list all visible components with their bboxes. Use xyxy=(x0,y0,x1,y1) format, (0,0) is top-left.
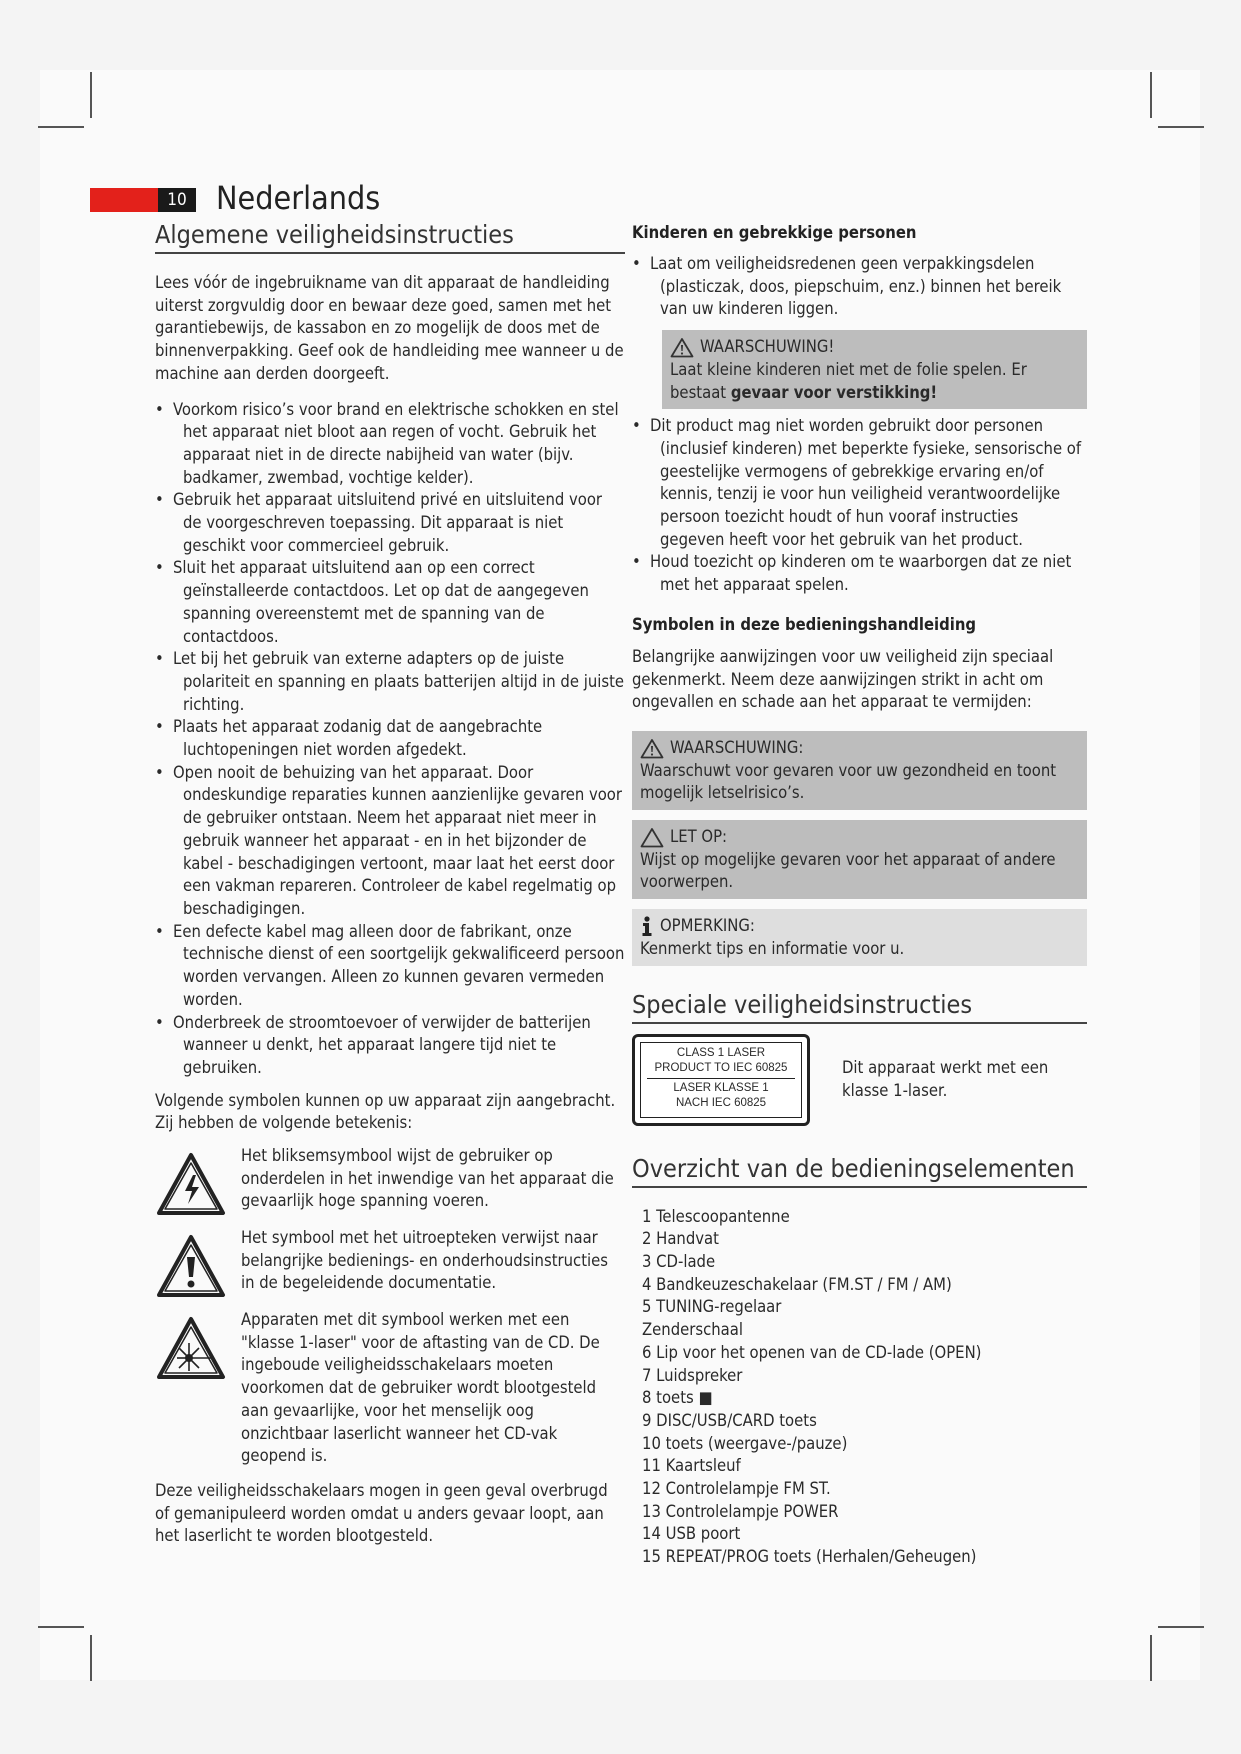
list-item: • Laat om veiligheidsredenen geen verpakkingsdelen (plasticzak, doos, piepschuim, enz.) binnen het bereik van uw kinderen liggen. xyxy=(632,253,1087,321)
list-item: 3 CD-lade xyxy=(642,1251,716,1271)
lightning-warning-icon xyxy=(155,1149,227,1221)
list-item: 2 Handvat xyxy=(642,1229,719,1249)
children-warning-body xyxy=(670,359,1079,404)
crop-mark-tr-h xyxy=(1158,126,1204,128)
children-title: Kinderen en gebrekkige personen xyxy=(632,223,917,242)
list-item: 15 REPEAT/PROG toets (Herhalen/Geheugen) xyxy=(642,1547,977,1567)
laser-label-line: LASER KLASSE 1 xyxy=(673,1081,769,1094)
laser-label-line: NACH IEC 60825 xyxy=(675,1096,767,1109)
caution-box-head xyxy=(640,826,1079,849)
list-item: • Onderbreek de stroomtoevoer of verwijder de batterijen wanneer u denkt, het apparaat langere tijd niet te gebruiken. xyxy=(155,1012,625,1080)
exclamation-warning-icon xyxy=(155,1231,227,1303)
symbol-laser-text: Apparaten met dit symbool werken met een "klasse 1-laser" voor de aftasting van de CD. De ingeboude veiligheidsschakelaars moeten voorkomen dat de gebruiker wordt blootgesteld aan gevaarlijke, voor het menselijk oog onzichtbaar laserlicht wanneer het CD-vak geopend is. xyxy=(241,1310,600,1466)
children-warning-text: Laat kleine kinderen niet met de folie spelen. Er bestaat xyxy=(670,359,1027,402)
note-box-head xyxy=(640,915,1079,938)
laser-class-label xyxy=(632,1034,810,1126)
list-item: 9 DISC/USB/CARD toets xyxy=(642,1410,817,1430)
general-safety-title: Algemene veiligheidsinstructies xyxy=(155,220,625,254)
page-number: 10 xyxy=(158,188,196,212)
general-closing: Deze veiligheidsschakelaars mogen in geen geval overbrugd of gemanipuleerd worden omdat u anders gevaar loopt, aan het laserlicht te worden blootgesteld. xyxy=(155,1480,608,1546)
laser-label-line: CLASS 1 LASER xyxy=(676,1046,766,1059)
laser-label-rule xyxy=(647,1078,795,1079)
list-item: • Een defecte kabel mag alleen door de fabrikant, onze technische dienst of een soortgelijk gekwalificeerd persoon worden vervangen. Alleen zo kunnen gevaren vermeden worden. xyxy=(155,921,625,1012)
general-bullet-list xyxy=(155,399,625,1080)
children-warning-head xyxy=(670,336,1079,359)
symbols-title: Symbolen in deze bedieningshandleiding xyxy=(632,614,977,634)
laser-text: Dit apparaat werkt met een klasse 1-laser. xyxy=(842,1057,1049,1100)
symbols-intro: Volgende symbolen kunnen op uw apparaat zijn aangebracht. Zij hebben de volgende betekenis: xyxy=(155,1090,616,1133)
warning-box-head xyxy=(640,737,1079,760)
list-item: • Gebruik het apparaat uitsluitend privé en uitsluitend voor de voorgeschreven toepassing. Dit apparaat is niet geschikt voor commercieel gebruik. xyxy=(155,489,625,557)
caution-triangle-icon xyxy=(640,827,664,848)
info-icon xyxy=(640,916,654,937)
special-safety-title: Speciale veiligheidsinstructies xyxy=(632,990,1087,1024)
general-intro: Lees vóór de ingebruikname van dit apparaat de handleiding uiterst zorgvuldig door en bewaar deze goed, samen met het garantiebewijs, de kassabon en zo mogelijk de doos met de binnenverpakking. Geef ook de handleiding mee wanneer u de machine aan derden doorgeeft. xyxy=(155,273,624,383)
list-item: 5 TUNING-regelaar xyxy=(642,1297,782,1317)
crop-mark-bl-v xyxy=(90,1635,92,1681)
children-bullet-list-2 xyxy=(632,415,1087,597)
note-box-title: OPMERKING: xyxy=(660,916,755,936)
symbol-exclamation-row xyxy=(155,1227,625,1303)
symbol-laser-row xyxy=(155,1309,625,1468)
warning-triangle-icon xyxy=(640,738,664,759)
list-item: • Dit product mag niet worden gebruikt door personen (inclusief kinderen) met beperkte fysieke, sensorische of geestelijke vermogens of gebrekkige ervaring en/of kennis, tenzij ie voor hun veiligheid verantwoordelijke persoon toezicht houdt of hun vooraf instructies gegeven heeft voor het gebruik van het product. xyxy=(632,415,1087,551)
list-item: 4 Bandkeuzeschakelaar (FM.ST / FM / AM) xyxy=(642,1274,952,1294)
caution-box-title: LET OP: xyxy=(670,827,728,847)
list-item: • Voorkom risico’s voor brand en elektrische schokken en stel het apparaat niet bloot aan regen of vocht. Gebruik het apparaat niet in de directe nabijheid van water (bijv. badkamer, zwembad, vochtige kelder). xyxy=(155,399,625,490)
note-box xyxy=(632,909,1087,965)
overview-title: Overzicht van de bedieningselementen xyxy=(632,1154,1087,1188)
laser-label-line: PRODUCT TO IEC 60825 xyxy=(654,1061,788,1074)
list-item: • Plaats het apparaat zodanig dat de aangebrachte luchtopeningen niet worden afgedekt. xyxy=(155,716,625,761)
crop-mark-tl-h xyxy=(38,126,84,128)
right-column xyxy=(632,220,1087,1569)
caution-box xyxy=(632,820,1087,899)
symbol-lightning-row xyxy=(155,1145,625,1221)
list-item: 11 Kaartsleuf xyxy=(642,1456,741,1476)
list-item: 14 USB poort xyxy=(642,1524,741,1544)
children-warning-title: WAARSCHUWING! xyxy=(700,337,835,357)
list-item: 1 Telescoopantenne xyxy=(642,1206,790,1226)
crop-mark-tl-v xyxy=(90,72,92,118)
crop-mark-bl-h xyxy=(38,1626,84,1628)
crop-mark-tr-v xyxy=(1150,72,1152,118)
caution-box-text: Wijst op mogelijke gevaren voor het apparaat of andere voorwerpen. xyxy=(640,849,1056,892)
language-heading: Nederlands xyxy=(216,179,381,217)
left-column xyxy=(155,220,625,1548)
laser-label-inner xyxy=(640,1042,802,1118)
symbols-intro-text: Belangrijke aanwijzingen voor uw veiligheid zijn speciaal gekenmerkt. Neem deze aanwijzingen strikt in acht om ongevallen en schade aan het apparaat te vermijden: xyxy=(632,646,1054,712)
parts-list xyxy=(632,1206,1087,1569)
list-item: 6 Lip voor het openen van de CD-lade (OPEN) xyxy=(642,1342,982,1362)
list-item: Zenderschaal xyxy=(642,1320,743,1340)
list-item: 13 Controlelampje POWER xyxy=(642,1501,839,1521)
list-item: • Houd toezicht op kinderen om te waarborgen dat ze niet met het apparaat spelen. xyxy=(632,551,1087,596)
warning-box xyxy=(632,731,1087,810)
children-warning-box xyxy=(662,330,1087,409)
note-box-text: Kenmerkt tips en informatie voor u. xyxy=(640,938,905,958)
symbol-lightning-text: Het bliksemsymbool wijst de gebruiker op onderdelen in het inwendige van het apparaat die gevaarlijk hoge spanning voeren. xyxy=(241,1146,614,1211)
list-item: 7 Luidspreker xyxy=(642,1365,743,1385)
crop-mark-br-v xyxy=(1150,1635,1152,1681)
list-item: 8 toets ■ xyxy=(642,1388,713,1408)
warning-triangle-icon xyxy=(670,337,694,358)
list-item: • Let bij het gebruik van externe adapters op de juiste polariteit en spanning en plaats batterijen altijd in de juiste richting. xyxy=(155,648,625,716)
crop-mark-br-h xyxy=(1158,1626,1204,1628)
children-bullet-list xyxy=(632,253,1087,321)
warning-box-title: WAARSCHUWING: xyxy=(670,737,804,757)
warning-box-text: Waarschuwt voor gevaren voor uw gezondheid en toont mogelijk letselrisico’s. xyxy=(640,760,1057,803)
list-item: 12 Controlelampje FM ST. xyxy=(642,1479,831,1499)
symbol-exclamation-text: Het symbool met het uitroepteken verwijst naar belangrijke bedienings- en onderhoudsinstructies in de begeleidende documentatie. xyxy=(241,1228,609,1293)
children-warning-bold: gevaar voor verstikking! xyxy=(730,382,938,402)
list-item: 10 toets (weergave-/pauze) xyxy=(642,1433,848,1453)
list-item: • Open nooit de behuizing van het apparaat. Door ondeskundige reparaties kunnen aanzienlijke gevaren voor de gebruiker ontstaan. Neem het apparaat niet meer in gebruik wanneer het apparaat - en in het bijzonder de kabel - beschadigingen vertoont, maar laat het eerst door een vakman repareren. Controleer de kabel regelmatig op beschadigingen. xyxy=(155,762,625,921)
list-item: • Sluit het apparaat uitsluitend aan op een correct geïnstalleerde contactdoos. Let op dat de aangegeven spanning overeenstemt met de spanning van de contactdoos. xyxy=(155,557,625,648)
laser-warning-icon xyxy=(155,1313,227,1385)
laser-info-row xyxy=(632,1034,1087,1126)
